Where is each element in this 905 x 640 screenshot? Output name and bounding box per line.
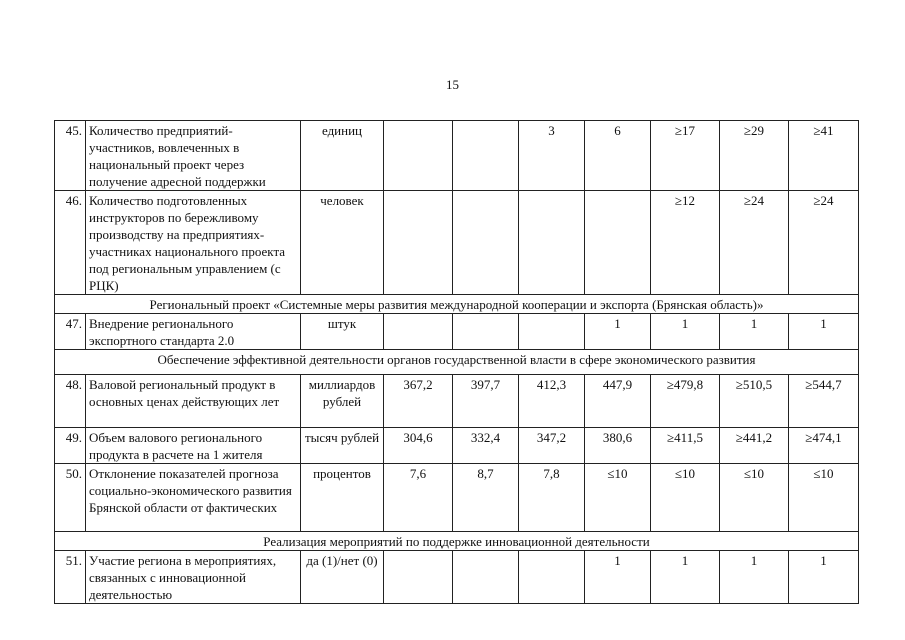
row-number: 46. xyxy=(55,191,86,295)
indicator-name: Количество подготовленных инструкторов по бережливому производству на предприятиях-участниках национального проекта под региональным управлением (с РЦК) xyxy=(86,191,301,295)
section-row xyxy=(55,532,859,551)
value-cell: 8,7 xyxy=(453,464,519,532)
row-number: 47. xyxy=(55,314,86,350)
value-cell: ≥544,7 xyxy=(789,375,859,428)
table-row xyxy=(55,464,859,532)
value-cell: 1 xyxy=(585,551,651,604)
value-cell: ≥510,5 xyxy=(720,375,789,428)
row-number: 45. xyxy=(55,121,86,191)
value-cell: 1 xyxy=(651,551,720,604)
value-cell: 1 xyxy=(720,314,789,350)
table-row xyxy=(55,375,859,428)
value-cell: 1 xyxy=(789,551,859,604)
value-cell xyxy=(519,551,585,604)
value-cell: ≤10 xyxy=(789,464,859,532)
unit-cell: процентов xyxy=(301,464,384,532)
value-cell xyxy=(384,191,453,295)
value-cell xyxy=(519,314,585,350)
value-cell: 1 xyxy=(789,314,859,350)
indicator-name: Внедрение регионального экспортного стандарта 2.0 xyxy=(86,314,301,350)
value-cell: 332,4 xyxy=(453,428,519,464)
row-number: 51. xyxy=(55,551,86,604)
unit-cell: штук xyxy=(301,314,384,350)
value-cell: ≥41 xyxy=(789,121,859,191)
value-cell: ≥17 xyxy=(651,121,720,191)
value-cell: 1 xyxy=(585,314,651,350)
indicator-name: Валовой региональный продукт в основных ценах действующих лет xyxy=(86,375,301,428)
indicator-name: Участие региона в мероприятиях, связанных с инновационной деятельностью xyxy=(86,551,301,604)
unit-cell: единиц xyxy=(301,121,384,191)
value-cell xyxy=(519,191,585,295)
unit-cell: да (1)/нет (0) xyxy=(301,551,384,604)
section-row xyxy=(55,295,859,314)
value-cell: ≥479,8 xyxy=(651,375,720,428)
table-row xyxy=(55,428,859,464)
value-cell: ≤10 xyxy=(651,464,720,532)
value-cell: ≤10 xyxy=(720,464,789,532)
value-cell xyxy=(585,191,651,295)
value-cell: ≥474,1 xyxy=(789,428,859,464)
row-number: 50. xyxy=(55,464,86,532)
value-cell: 7,8 xyxy=(519,464,585,532)
value-cell xyxy=(453,314,519,350)
indicators-table xyxy=(54,120,859,604)
value-cell: 1 xyxy=(651,314,720,350)
unit-cell: человек xyxy=(301,191,384,295)
value-cell: 6 xyxy=(585,121,651,191)
value-cell xyxy=(453,191,519,295)
section-row xyxy=(55,350,859,375)
indicator-name: Отклонение показателей прогноза социально-экономического развития Брянской области от фактических xyxy=(86,464,301,532)
value-cell: ≥24 xyxy=(789,191,859,295)
value-cell: 1 xyxy=(720,551,789,604)
table-row xyxy=(55,551,859,604)
value-cell xyxy=(453,121,519,191)
value-cell: 397,7 xyxy=(453,375,519,428)
unit-cell: тысяч рублей xyxy=(301,428,384,464)
value-cell xyxy=(384,551,453,604)
unit-cell: миллиардов рублей xyxy=(301,375,384,428)
value-cell xyxy=(453,551,519,604)
value-cell: 367,2 xyxy=(384,375,453,428)
value-cell: ≥411,5 xyxy=(651,428,720,464)
row-number: 48. xyxy=(55,375,86,428)
value-cell: ≥12 xyxy=(651,191,720,295)
section-title: Реализация мероприятий по поддержке инновационной деятельности xyxy=(55,532,859,551)
value-cell: ≤10 xyxy=(585,464,651,532)
value-cell: ≥441,2 xyxy=(720,428,789,464)
page-number: 15 xyxy=(446,77,459,92)
value-cell: 380,6 xyxy=(585,428,651,464)
value-cell xyxy=(384,121,453,191)
row-number: 49. xyxy=(55,428,86,464)
table-row xyxy=(55,191,859,295)
indicator-name: Объем валового регионального продукта в расчете на 1 жителя xyxy=(86,428,301,464)
value-cell: 3 xyxy=(519,121,585,191)
indicator-name: Количество предприятий-участников, вовлеченных в национальный проект через получение адресной поддержки xyxy=(86,121,301,191)
value-cell: 347,2 xyxy=(519,428,585,464)
value-cell: 447,9 xyxy=(585,375,651,428)
value-cell: 412,3 xyxy=(519,375,585,428)
table-row xyxy=(55,121,859,191)
value-cell: ≥24 xyxy=(720,191,789,295)
section-title: Региональный проект «Системные меры развития международной кооперации и экспорта (Брянская область)» xyxy=(55,295,859,314)
value-cell: ≥29 xyxy=(720,121,789,191)
table-row xyxy=(55,314,859,350)
value-cell: 304,6 xyxy=(384,428,453,464)
section-title: Обеспечение эффективной деятельности органов государственной власти в сфере экономического развития xyxy=(55,350,859,375)
value-cell: 7,6 xyxy=(384,464,453,532)
value-cell xyxy=(384,314,453,350)
